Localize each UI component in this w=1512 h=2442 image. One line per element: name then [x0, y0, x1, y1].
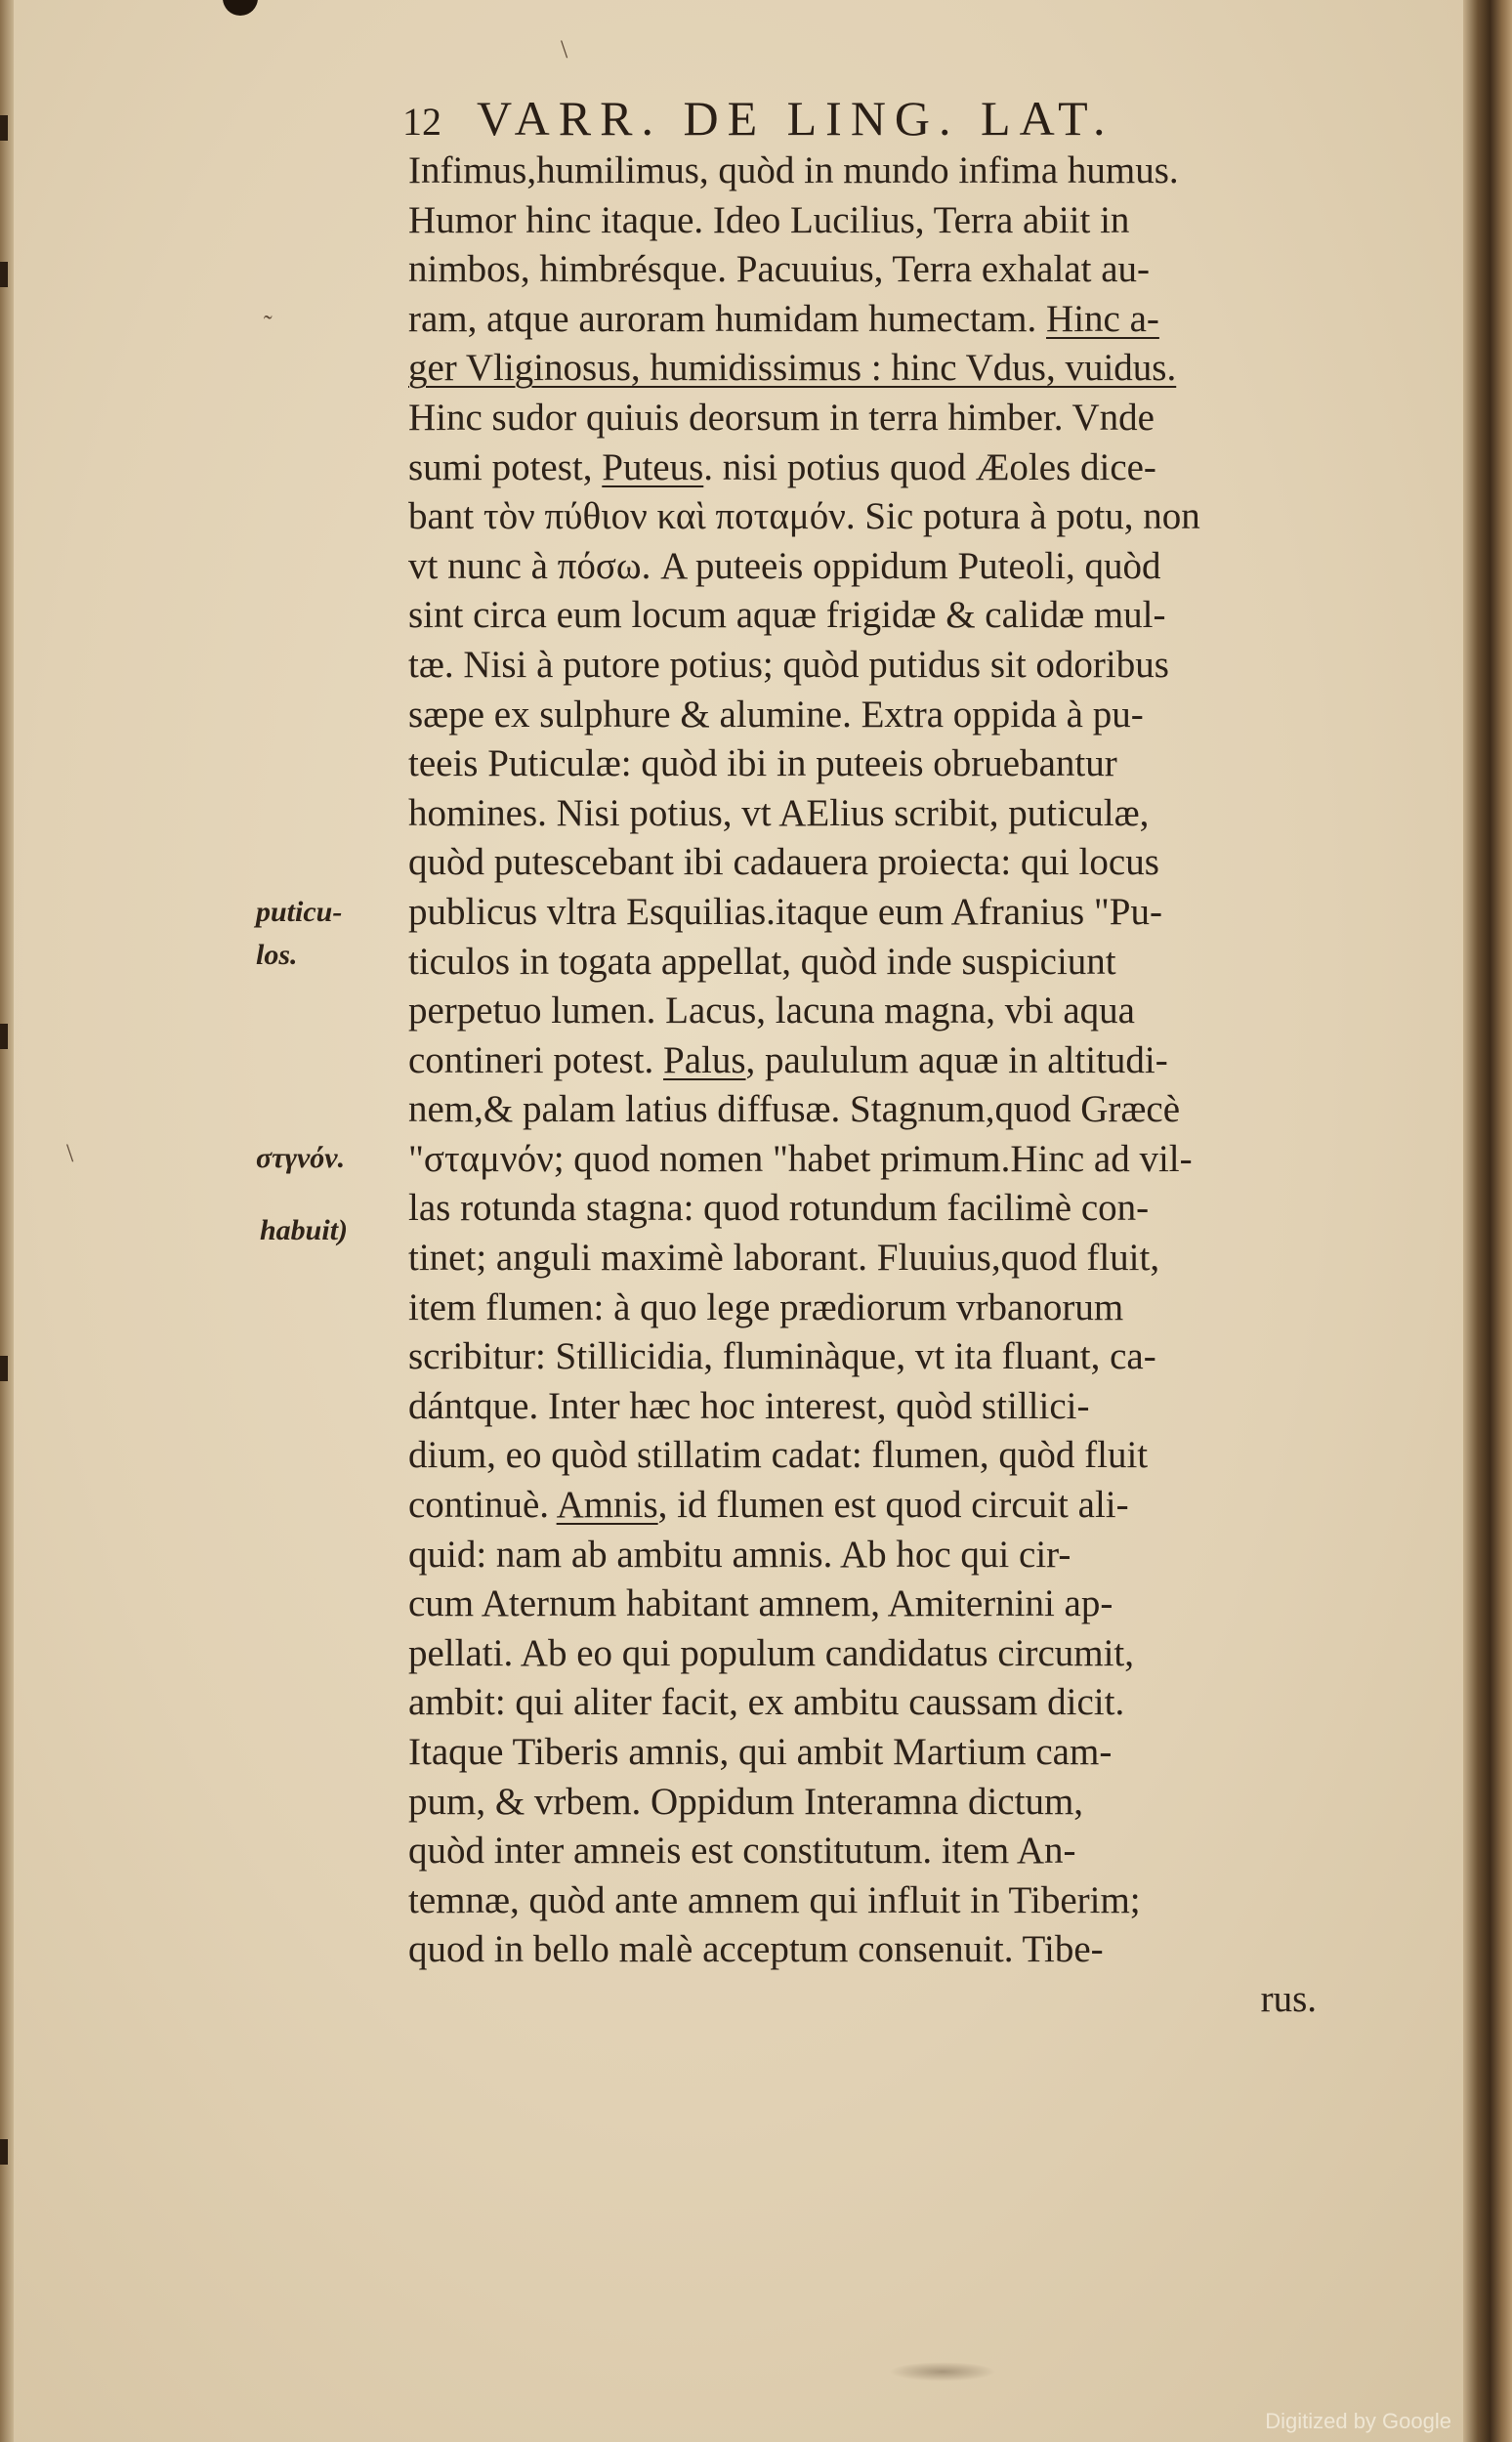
text-run: continuè. — [408, 1484, 557, 1527]
text-run: teeis Puticulæ: quòd ibi in puteeis obruebantur — [408, 742, 1117, 785]
text-line — [408, 1234, 1336, 1284]
ink-blot — [223, 0, 258, 16]
text-line — [408, 1382, 1336, 1432]
margin-note-line: puticu- — [256, 896, 343, 928]
text-line — [408, 492, 1336, 542]
text-line — [408, 1629, 1336, 1679]
text-run: quòd putescebant ibi cadauera proiecta: qui locus — [408, 841, 1159, 884]
text-run: tæ. Nisi à putore potius; quòd putidus sit odoribus — [408, 643, 1169, 686]
edge-mark — [0, 1356, 8, 1381]
text-line — [408, 196, 1336, 246]
text-run: scribitur: Stillicidia, fluminàque, vt ita fluant, ca- — [408, 1335, 1156, 1378]
text-run: las rotunda stagna: quod rotundum facilimè con- — [408, 1187, 1150, 1230]
text-line — [408, 888, 1336, 938]
text-line — [408, 591, 1336, 641]
text-run: sæpe ex sulphure & alumine. Extra oppida à pu- — [408, 693, 1144, 736]
margin-mark: \ — [561, 35, 568, 63]
text-run: temnæ, quòd ante amnem qui influit in Tiberim; — [408, 1878, 1141, 1921]
text-line — [408, 394, 1336, 443]
text-line — [408, 1085, 1336, 1135]
underlined-word: Palus — [663, 1038, 746, 1081]
text-run: ambit: qui aliter facit, ex ambitu caussam dicit. — [408, 1681, 1125, 1724]
text-run: "σταμνόν; quod nomen "habet primum.Hinc ad vil- — [408, 1137, 1193, 1180]
text-line — [408, 1925, 1336, 1975]
margin-note-line: los. — [256, 939, 298, 971]
text-run: . nisi potius quod Æoles dice- — [703, 445, 1156, 488]
text-run: tinet; anguli maximè laborant. Fluuius,quod fluit, — [408, 1237, 1160, 1280]
text-line — [408, 1876, 1336, 1926]
underlined-word: Hinc a- — [1046, 297, 1159, 340]
text-line — [408, 443, 1336, 493]
text-run: contineri potest. — [408, 1038, 664, 1081]
text-run: nimbos, himbrésque. Pacuuius, Terra exhalat au- — [408, 248, 1151, 291]
margin-note-puticulos — [256, 891, 342, 977]
text-run: vt nunc à πόσω. A puteeis oppidum Puteoli, quòd — [408, 544, 1161, 587]
text-run: pum, & vrbem. Oppidum Interamna dictum, — [408, 1780, 1084, 1823]
text-line — [408, 1284, 1336, 1333]
right-page-edge — [1463, 0, 1512, 2442]
body-text — [408, 147, 1336, 2025]
margin-note-habuit: habuit) — [260, 1214, 349, 1246]
text-run: bant τὸν πύθιον καὶ ποταμόν. Sic potura à potu, non — [408, 495, 1200, 538]
page-number: 12 — [402, 100, 441, 144]
edge-mark — [0, 1024, 8, 1049]
text-run: quòd inter amneis est constitutum. item An- — [408, 1830, 1076, 1873]
text-run: ram, atque auroram humidam humectam. — [408, 297, 1047, 340]
text-line — [408, 691, 1336, 740]
text-line — [408, 641, 1336, 691]
text-line — [408, 1579, 1336, 1629]
text-line — [408, 1827, 1336, 1876]
text-line — [408, 838, 1336, 888]
text-run: perpetuo lumen. Lacus, lacuna magna, vbi aqua — [408, 989, 1135, 1032]
text-line — [408, 295, 1336, 345]
text-line — [408, 1036, 1336, 1086]
underlined-word: Puteus — [602, 445, 704, 488]
text-line — [408, 1678, 1336, 1728]
running-title: VARR. DE LING. LAT. — [477, 91, 1114, 146]
margin-mark: ˜ — [264, 311, 273, 339]
text-run: ticulos in togata appellat, quòd inde suspiciunt — [408, 940, 1116, 983]
text-run: Itaque Tiberis amnis, qui ambit Martium cam- — [408, 1731, 1113, 1773]
text-line — [408, 1481, 1336, 1531]
page-header — [402, 90, 1242, 148]
text-run: , id flumen est quod circuit ali- — [657, 1484, 1129, 1527]
underlined-word: ger Vliginosus, humidissimus : hinc Vdus, vuidus. — [408, 347, 1177, 390]
footer-smudge — [889, 2362, 996, 2381]
text-run: quod in bello malè acceptum consenuit. Tibe- — [408, 1928, 1104, 1971]
text-line — [408, 1778, 1336, 1828]
edge-mark — [0, 262, 8, 287]
left-page-edge — [0, 0, 14, 2442]
text-run: quid: nam ab ambitu amnis. Ab hoc qui cir- — [408, 1533, 1071, 1576]
text-run: item flumen: à quo lege prædiorum vrbanorum — [408, 1285, 1124, 1328]
text-run: dium, eo quòd stillatim cadat: flumen, quòd fluit — [408, 1434, 1149, 1477]
text-run: , paululum aquæ in altitudi- — [745, 1038, 1168, 1081]
text-line — [408, 1728, 1336, 1778]
text-line — [408, 1431, 1336, 1481]
text-line — [408, 245, 1336, 295]
edge-mark — [0, 115, 8, 141]
text-run: sumi potest, — [408, 445, 603, 488]
text-run: dántque. Inter hæc hoc interest, quòd stillici- — [408, 1384, 1090, 1427]
text-run: pellati. Ab eo qui populum candidatus circumit, — [408, 1631, 1135, 1674]
text-line — [408, 542, 1336, 592]
text-run: nem,& palam latius diffusæ. Stagnum,quod Græcè — [408, 1088, 1181, 1131]
text-run: Hinc sudor quiuis deorsum in terra himber. Vnde — [408, 396, 1155, 439]
text-run: cum Aternum habitant amnem, Amiternini ap- — [408, 1582, 1113, 1625]
text-line — [408, 1531, 1336, 1580]
text-run: sint circa eum locum aquæ frigidæ & calidæ mul- — [408, 594, 1166, 637]
text-line — [408, 938, 1336, 988]
edge-mark — [0, 2139, 8, 2165]
margin-note-greek: στγνόν. — [256, 1142, 346, 1174]
text-line — [408, 1184, 1336, 1234]
underlined-word: Amnis — [556, 1484, 658, 1527]
text-line — [408, 789, 1336, 839]
text-run: Infimus,humilimus, quòd in mundo infima humus. — [408, 149, 1179, 191]
catchword: rus. — [1260, 1977, 1317, 2020]
text-line — [408, 147, 1336, 196]
text-line — [408, 1135, 1336, 1185]
margin-mark: \ — [66, 1139, 74, 1167]
text-line — [408, 987, 1336, 1036]
text-run: Humor hinc itaque. Ideo Lucilius, Terra abiit in — [408, 198, 1130, 241]
text-run: homines. Nisi potius, vt AElius scribit, puticulæ, — [408, 791, 1150, 834]
text-line — [408, 739, 1336, 789]
text-line — [408, 1332, 1336, 1382]
digitized-watermark: Digitized by Google — [1265, 2409, 1451, 2433]
text-line — [408, 344, 1336, 394]
text-run: publicus vltra Esquilias.itaque eum Afranius "Pu- — [408, 890, 1162, 933]
